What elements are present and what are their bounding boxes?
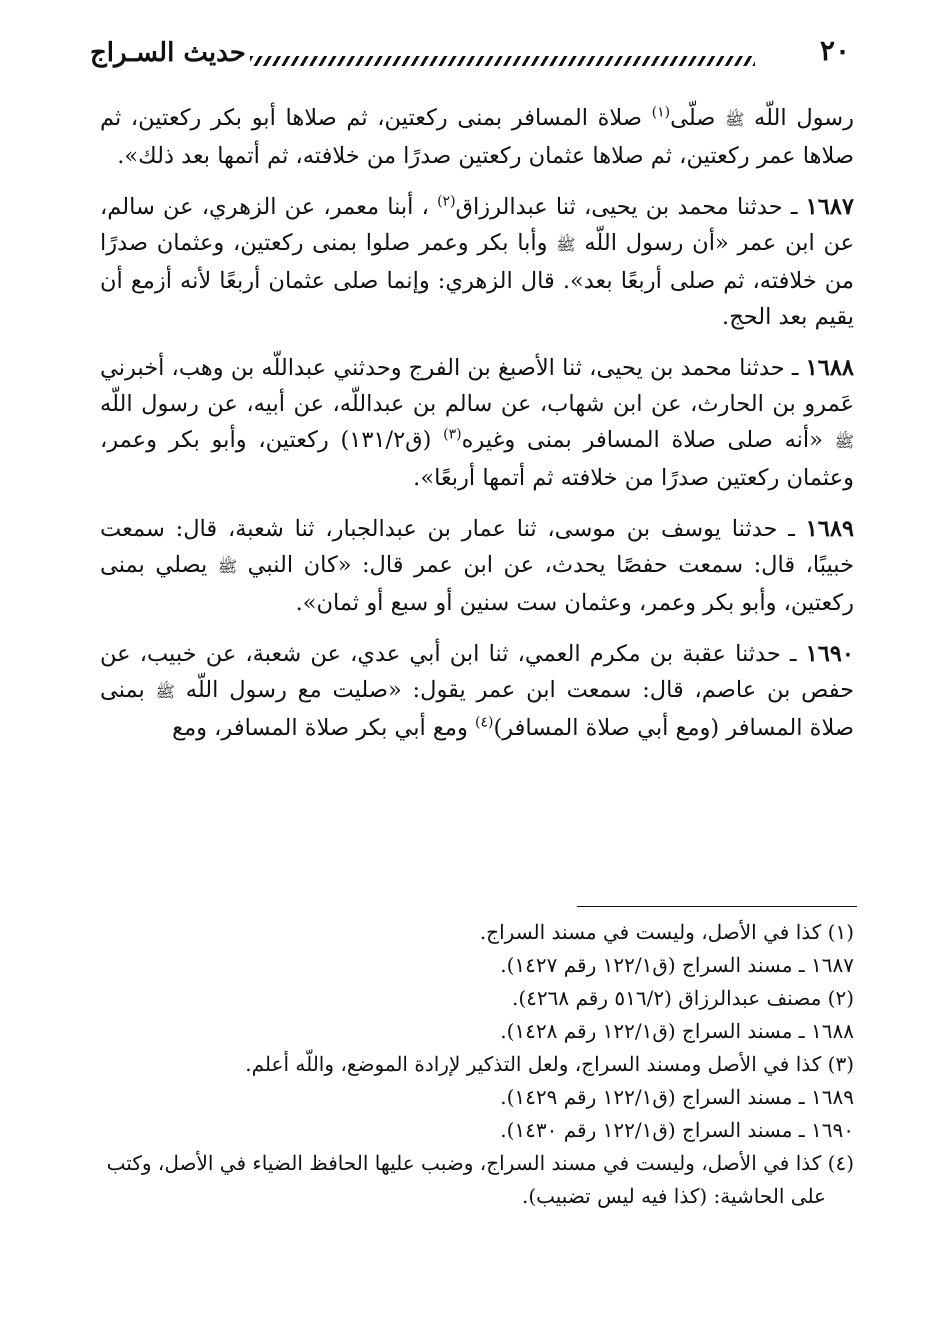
salawat-glyph: ﷺ xyxy=(834,432,855,451)
salawat-glyph: ﷺ xyxy=(217,557,238,576)
footnote: ١٦٨٧ ـ مسند السراج (ق١٢٢/١ رقم ١٤٢٧). xyxy=(500,953,854,977)
text-segment: صلاها عمر ركعتين، ثم صلاها عثمان ركعتين صدرًا من خلافته، ثم أتمها بعد ذلك». xyxy=(117,143,854,169)
footnote-divider xyxy=(577,906,857,907)
salawat-glyph: ﷺ xyxy=(155,682,175,701)
text-segment: ـ حدثنا يوسف بن موسى، ثنا عمار بن عبدالجبار، ثنا شعبة، قال: xyxy=(175,516,795,542)
page-number: ٢٠ xyxy=(819,34,850,67)
hadith-number: ١٦٨٩ xyxy=(805,516,854,542)
footnote: ١٦٨٩ ـ مسند السراج (ق١٢٢/١ رقم ١٤٢٩). xyxy=(500,1085,854,1109)
footnote: (٣) كذا في الأصل ومسند السراج، ولعل التذكير لإرادة الموضع، واللّه أعلم. xyxy=(245,1052,854,1076)
footnote-ref: (٣) xyxy=(443,426,462,443)
hadith-number: ١٦٩٠ xyxy=(805,641,854,667)
text-segment: وأبو بكر وعمر، وعثمان ركعتين صدرًا من خلافته ثم أتمها أربعًا». xyxy=(100,427,854,491)
header-decorative-rule xyxy=(250,56,755,66)
text-segment: ـ حدثنا عقبة بن مكرم العمي، ثنا ابن أبي عدي، عن شعبة، عن xyxy=(205,641,797,667)
text-segment: صلاة المسافر بمنى ركعتين، ثم صلاها أبو بكر ركعتين، ثم xyxy=(100,105,642,131)
footnote: ١٦٩٠ ـ مسند السراج (ق١٢٢/١ رقم ١٤٣٠). xyxy=(500,1118,854,1142)
text-segment: خبيب، عن حفص بن عاصم، قال: سمعت ابن عمر يقول: «صليت مع رسول اللّه xyxy=(100,641,855,703)
text-segment: سمعت خبيبًا، قال: سمعت حفصًا يحدث، عن ابن عمر قال: «كان النبي xyxy=(100,516,855,578)
salawat-glyph: ﷺ xyxy=(725,110,745,129)
footnote-ref: (١) xyxy=(651,104,671,121)
text-segment: يصلي بمنى ركعتين، وأبو بكر وعمر، وعثمان ست سنين أو سبع أو ثمان». xyxy=(100,552,854,616)
text-segment: وهب، أخبرني عَمرو بن الحارث، عن ابن شهاب، عن سالم بن عبداللّه، عن أبيه، xyxy=(100,355,854,417)
text-segment: ـ حدثنا محمد بن يحيى، ثنا عبدالرزاق xyxy=(455,194,798,220)
footnote: ١٦٨٨ ـ مسند السراج (ق١٢٢/١ رقم ١٤٢٨). xyxy=(500,1019,854,1043)
text-segment: عن رسول اللّه xyxy=(100,391,238,417)
text-segment: رسول اللّه xyxy=(754,105,855,131)
text-segment: ومع أبي بكر صلاة المسافر، ومع xyxy=(172,715,468,741)
text-segment: بمنى صلاة المسافر (ومع أبي صلاة المسافر) xyxy=(100,677,854,741)
hadith-1687 xyxy=(100,189,854,335)
footnote-ref: (٢) xyxy=(437,193,456,210)
hadith-1688 xyxy=(100,350,854,496)
text-segment: ، أبنا معمر، عن الزهري، xyxy=(201,194,429,220)
text-segment: (ق١٣١/٢) ركعتين، xyxy=(258,427,432,453)
footnote-continuation: على الحاشية: (كذا فيه ليس تضبيب). xyxy=(521,1184,826,1208)
hadith-1690 xyxy=(100,636,854,746)
footnote: (٤) كذا في الأصل، وليست في مسند السراج، وضبب عليها الحافظ الضياء في الأصل، وكتب xyxy=(106,1151,854,1175)
page-header xyxy=(90,30,850,80)
text-segment: ـ حدثنا محمد بن يحيى، ثنا الأصبغ بن الفرج وحدثني عبداللّه بن xyxy=(230,355,799,381)
paragraph-continuation xyxy=(100,100,854,174)
text-segment: وعثمان صدرًا من خلافته، ثم صلى أربعًا بعد». قال الزهري: وإنما صلى عثمان أربعًا xyxy=(100,230,854,294)
running-title: حديث السـراج xyxy=(90,38,246,68)
hadith-number: ١٦٨٨ xyxy=(805,355,855,381)
text-segment: صلّى xyxy=(670,105,716,131)
footnote-ref: (٤) xyxy=(474,714,494,731)
text-segment: عن سالم، عن ابن عمر «أن رسول اللّه xyxy=(100,194,855,256)
text-segment: لأنه أزمع أن يقيم بعد الحج. xyxy=(100,268,854,330)
footnote: (١) كذا في الأصل، وليست في مسند السراج. xyxy=(479,920,854,944)
salawat-glyph: ﷺ xyxy=(556,235,576,254)
main-text xyxy=(100,100,854,761)
text-segment: وأبا بكر وعمر صلوا بمنى ركعتين، xyxy=(233,230,548,256)
hadith-1689 xyxy=(100,511,854,621)
hadith-number: ١٦٨٧ xyxy=(805,194,854,220)
text-segment: «أنه صلى صلاة المسافر بمنى وغيره xyxy=(461,427,823,453)
footnote: (٢) مصنف عبدالرزاق (٥١٦/٢ رقم ٤٢٦٨). xyxy=(511,986,854,1010)
footnotes xyxy=(100,916,854,1213)
